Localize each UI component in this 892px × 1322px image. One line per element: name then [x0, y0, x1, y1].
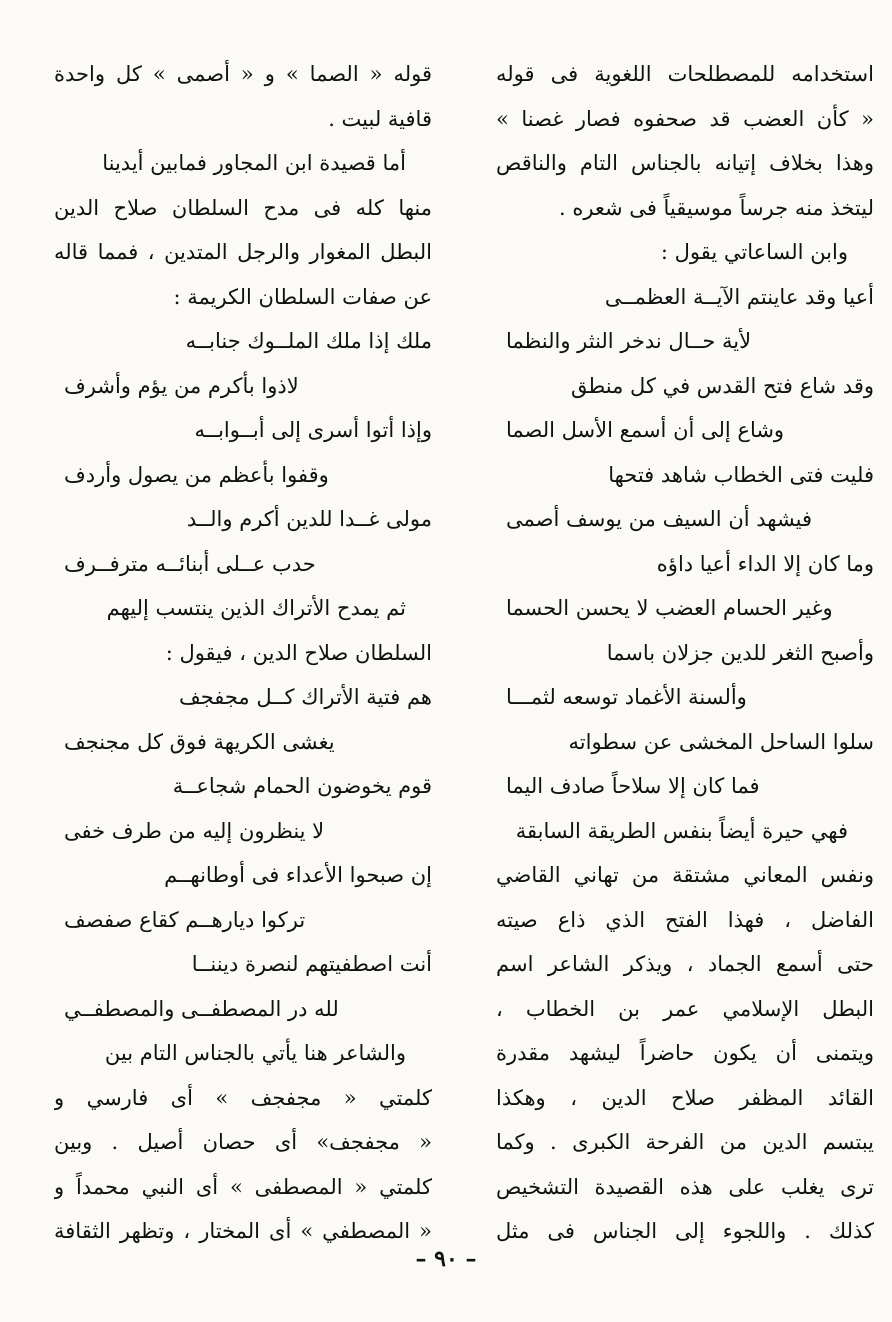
verse-line: وشاع إلى أن أسمع الأسل الصما — [506, 418, 785, 442]
verse-line: تركوا ديارهــم كقاع صفصف — [64, 907, 306, 932]
text-line: ونفس المعاني مشتقة من تهاني القاضي — [496, 863, 874, 887]
verse-line: أعيا وقد عاينتم الآيــة العظمــى — [604, 284, 874, 309]
verse-line: وأصبح الثغر للدين جزلان باسما — [606, 640, 874, 665]
verse-line: وقفوا بأعظم من يصول وأردف — [64, 462, 329, 487]
verse-line: أنت اصطفيتهم لنصرة ديننــا — [191, 952, 432, 976]
verse-line: لا ينظرون إليه من طرف خفى — [64, 818, 325, 843]
verse-line: مولى غــدا للدين أكرم والــد — [186, 507, 432, 531]
text-line: وهذا بخلاف إتيانه بالجناس التام والناقص — [496, 151, 874, 175]
verse-line: لأية حــال ندخر النثر والنظما — [506, 329, 752, 353]
left-text-column — [54, 52, 432, 1254]
text-line: وابن الساعاتي يقول : — [660, 240, 848, 264]
text-line: الفاضل ، فهذا الفتح الذي ذاع صيته — [496, 907, 874, 932]
text-line: « مجفجف» أى حصان أصيل . وبين — [54, 1130, 432, 1154]
text-line: ويتمنى أن يكون حاضراً ليشهد مقدرة — [496, 1041, 874, 1065]
text-line: حتى أسمع الجماد ، ويذكر الشاعر اسم — [496, 952, 874, 976]
verse-line: وقد شاع فتح القدس في كل منطق — [571, 373, 874, 398]
verse-line: لاذوا بأكرم من يؤم وأشرف — [64, 373, 299, 398]
text-line: القائد المظفر صلاح الدين ، وهكذا — [496, 1085, 874, 1110]
verse-line: سلوا الساحل المخشى عن سطواته — [568, 729, 874, 754]
text-line: كلمتي « المصطفى » أى النبي محمداً و — [54, 1174, 432, 1199]
text-line: كلمتي « مجفجف » أى فارسي و — [54, 1085, 432, 1110]
text-line: السلطان صلاح الدين ، فيقول : — [165, 640, 432, 665]
text-line: استخدامه للمصطلحات اللغوية فى قوله — [496, 62, 874, 86]
text-line: قوله « الصما » و « أصمى » كل واحدة — [54, 62, 432, 86]
verse-line: فما كان إلا سلاحاً صادف اليما — [506, 774, 760, 798]
right-text-column — [496, 52, 874, 1254]
verse-line: هم فتية الأتراك كــل مجفجف — [178, 685, 432, 709]
text-line: « كأن العضب قد صحفوه فصار غصنا » — [496, 106, 874, 131]
verse-line: وألسنة الأغماد توسعه لثمـــا — [506, 685, 747, 709]
verse-line: لله در المصطفــى والمصطفــي — [64, 996, 339, 1021]
page-number: – ٩٠ – — [415, 1246, 477, 1272]
verse-line: وإذا أتوا أسرى إلى أبــوابــه — [194, 418, 432, 442]
text-line: يبتسم الدين من الفرحة الكبرى . وكما — [496, 1130, 874, 1154]
text-line: أما قصيدة ابن المجاور فمابين أيدينا — [102, 151, 406, 175]
verse-line: فليت فتى الخطاب شاهد فتحها — [608, 462, 874, 487]
text-line: قافية لبيت . — [328, 106, 432, 131]
verse-line: وغير الحسام العضب لا يحسن الحسما — [506, 596, 833, 620]
verse-line: يغشى الكريهة فوق كل مجنجف — [64, 729, 335, 754]
text-line: عن صفات السلطان الكريمة : — [173, 284, 432, 309]
text-line: ترى يغلب على هذه القصيدة التشخيص — [496, 1174, 874, 1199]
text-line: البطل الإسلامي عمر بن الخطاب ، — [496, 996, 874, 1021]
text-line: فهي حيرة أيضاً بنفس الطريقة السابقة — [515, 818, 848, 843]
text-line: والشاعر هنا يأتي بالجناس التام بين — [104, 1041, 406, 1065]
verse-line: فيشهد أن السيف من يوسف أصمى — [506, 507, 813, 531]
verse-line: وما كان إلا الداء أعيا داؤه — [656, 551, 874, 576]
text-line: ثم يمدح الأتراك الذين ينتسب إليهم — [106, 596, 406, 620]
text-line: « المصطفي » أى المختار ، وتظهر الثقافة — [54, 1219, 432, 1243]
text-line: كذلك . واللجوء إلى الجناس فى مثل — [496, 1219, 874, 1243]
verse-line: ملك إذا ملك الملــوك جنابــه — [185, 329, 432, 353]
verse-line: قوم يخوضون الحمام شجاعــة — [172, 774, 432, 798]
text-line: منها كله فى مدح السلطان صلاح الدين — [54, 195, 432, 220]
text-line: ليتخذ منه جرساً موسيقياً فى شعره . — [558, 195, 874, 220]
text-line: البطل المغوار والرجل المتدين ، فمما قاله — [54, 240, 432, 264]
verse-line: حدب عــلى أبنائــه مترفــرف — [64, 551, 316, 576]
verse-line: إن صبحوا الأعداء فى أوطانهــم — [164, 863, 432, 887]
